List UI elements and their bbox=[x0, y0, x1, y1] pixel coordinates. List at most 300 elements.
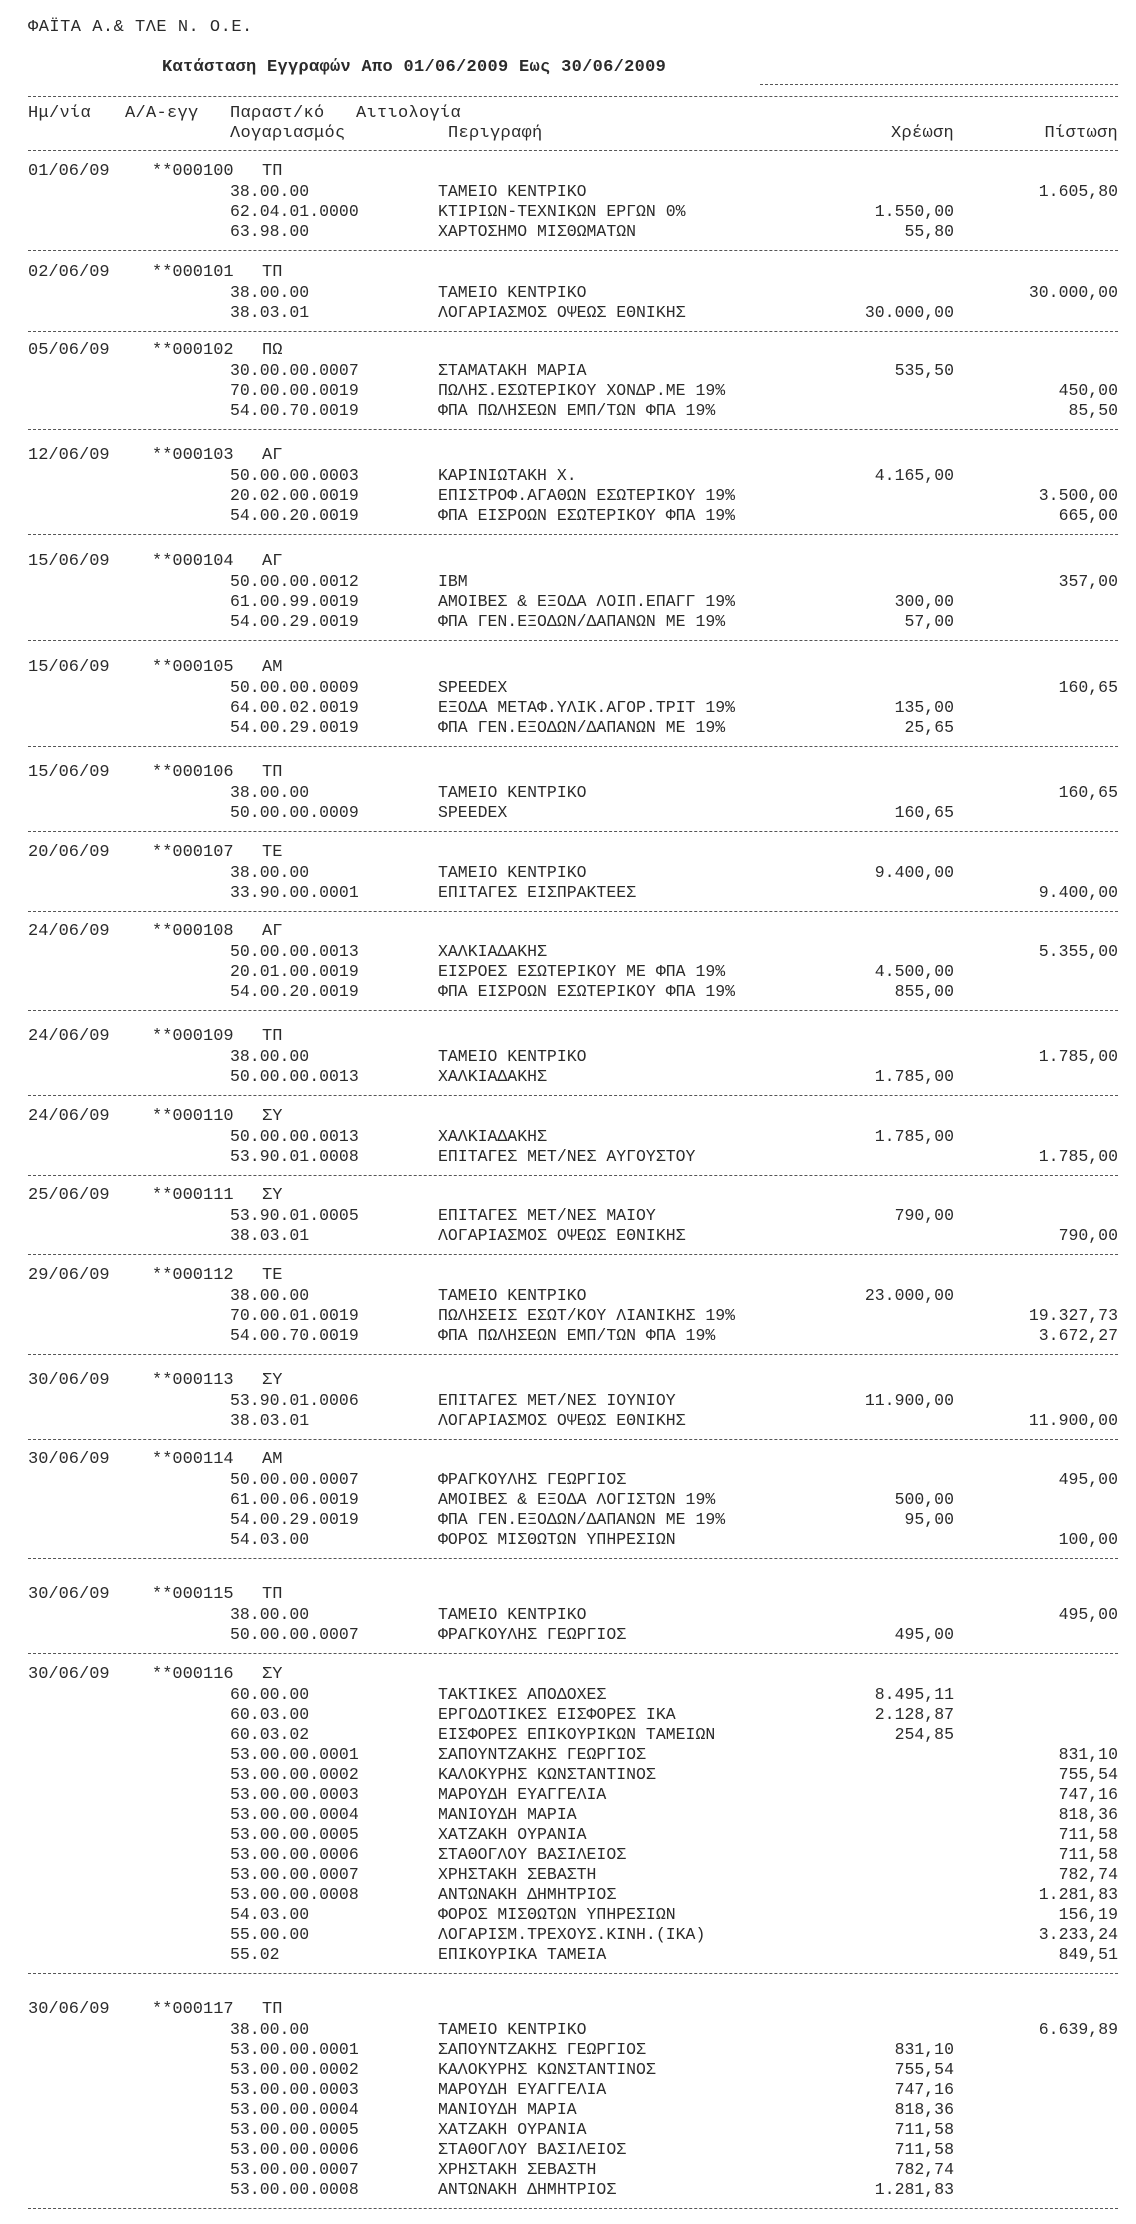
account-code: 38.03.01 bbox=[230, 303, 310, 322]
entry-date: 05/06/09 bbox=[28, 341, 110, 360]
entry-header bbox=[28, 162, 322, 181]
entry-divider bbox=[28, 1354, 1118, 1355]
entry-number: **000114 bbox=[152, 1450, 234, 1469]
debit-amount: 300,00 bbox=[894, 592, 954, 611]
entry-header bbox=[28, 341, 322, 360]
account-code: 38.00.00 bbox=[230, 783, 310, 802]
account-code: 60.03.00 bbox=[230, 1705, 310, 1724]
entry-line bbox=[0, 1705, 1136, 1725]
line-description: ΦΠΑ ΕΙΣΡΟΩΝ ΕΣΩΤΕΡΙΚΟΥ ΦΠΑ 19% bbox=[438, 506, 736, 525]
entry-type: ΣΥ bbox=[262, 1186, 283, 1205]
line-description: ΦΡΑΓΚΟΥΛΗΣ ΓΕΩΡΓΙΟΣ bbox=[438, 1470, 627, 1489]
debit-amount: 711,58 bbox=[894, 2120, 954, 2139]
line-description: ΧΑΛΚΙΑΔΑΚΗΣ bbox=[438, 1127, 547, 1146]
line-description: ΦΠΑ ΓΕΝ.ΕΞΟΔΩΝ/ΔΑΠΑΝΩΝ ΜΕ 19% bbox=[438, 612, 726, 631]
entry-type: ΣΥ bbox=[262, 1665, 283, 1684]
line-description: ΣΤΑΘΟΓΛΟΥ ΒΑΣΙΛΕΙΟΣ bbox=[438, 1845, 627, 1864]
line-description: ΠΩΛΗΣ.ΕΣΩΤΕΡΙΚΟΥ ΧΟΝΔΡ.ΜΕ 19% bbox=[438, 381, 726, 400]
credit-amount: 160,65 bbox=[1058, 783, 1118, 802]
debit-amount: 25,65 bbox=[904, 718, 954, 737]
credit-amount: 1.605,80 bbox=[1038, 182, 1118, 201]
entry-date: 02/06/09 bbox=[28, 263, 110, 282]
debit-amount: 8.495,11 bbox=[874, 1685, 954, 1704]
account-code: 70.00.00.0019 bbox=[230, 381, 359, 400]
line-description: ΦΠΑ ΕΙΣΡΟΩΝ ΕΣΩΤΕΡΙΚΟΥ ΦΠΑ 19% bbox=[438, 982, 736, 1001]
account-code: 53.00.00.0001 bbox=[230, 2040, 359, 2059]
entry-date: 24/06/09 bbox=[28, 1107, 110, 1126]
debit-amount: 57,00 bbox=[904, 612, 954, 631]
line-description: ΚΑΛΟΚΥΡΗΣ ΚΩΝΣΤΑΝΤΙΝΟΣ bbox=[438, 2060, 656, 2079]
entry-header bbox=[28, 1186, 322, 1205]
entry-line bbox=[0, 222, 1136, 242]
debit-amount: 782,74 bbox=[894, 2160, 954, 2179]
account-code: 53.00.00.0004 bbox=[230, 1805, 359, 1824]
entry-line bbox=[0, 1306, 1136, 1326]
account-code: 50.00.00.0003 bbox=[230, 466, 359, 485]
account-code: 38.00.00 bbox=[230, 1286, 310, 1305]
line-description: ΧΡΗΣΤΑΚΗ ΣΕΒΑΣΤΗ bbox=[438, 1865, 597, 1884]
entry-number: **000112 bbox=[152, 1266, 234, 1285]
col-date-header: Ημ/νία bbox=[28, 104, 92, 123]
line-description: ΕΠΙΤΑΓΕΣ ΜΕΤ/ΝΕΣ ΑΥΓΟΥΣΤΟΥ bbox=[438, 1147, 696, 1166]
account-code: 53.00.00.0008 bbox=[230, 1885, 359, 1904]
entry-header bbox=[28, 843, 322, 862]
entry-date: 20/06/09 bbox=[28, 843, 110, 862]
account-code: 60.00.00 bbox=[230, 1685, 310, 1704]
account-code: 53.90.01.0006 bbox=[230, 1391, 359, 1410]
credit-amount: 100,00 bbox=[1058, 1530, 1118, 1549]
account-code: 54.03.00 bbox=[230, 1905, 310, 1924]
line-description: ΛΟΓΑΡΙΑΣΜΟΣ ΟΨΕΩΣ ΕΘΝΙΚΗΣ bbox=[438, 1226, 686, 1245]
entry-divider bbox=[28, 1439, 1118, 1440]
line-description: ΠΩΛΗΣΕΙΣ ΕΣΩΤ/ΚΟΥ ΛΙΑΝΙΚΗΣ 19% bbox=[438, 1306, 736, 1325]
line-description: ΛΟΓΑΡΙΣΜ.ΤΡΕΧΟΥΣ.ΚΙΝΗ.(ΙΚΑ) bbox=[438, 1925, 706, 1944]
account-code: 54.00.70.0019 bbox=[230, 1326, 359, 1345]
line-description: ΤΑΜΕΙΟ ΚΕΝΤΡΙΚΟ bbox=[438, 783, 587, 802]
credit-amount: 790,00 bbox=[1058, 1226, 1118, 1245]
line-description: ΧΑΤΖΑΚΗ ΟΥΡΑΝΙΑ bbox=[438, 1825, 587, 1844]
account-code: 50.00.00.0009 bbox=[230, 678, 359, 697]
account-code: 54.00.20.0019 bbox=[230, 982, 359, 1001]
line-description: ΑΜΟΙΒΕΣ & ΕΞΟΔΑ ΛΟΙΠ.ΕΠΑΓΓ 19% bbox=[438, 592, 736, 611]
line-description: ΑΝΤΩΝΑΚΗ ΔΗΜΗΤΡΙΟΣ bbox=[438, 1885, 617, 1904]
entry-line bbox=[0, 182, 1136, 202]
entry-divider bbox=[28, 1254, 1118, 1255]
line-description: ΣΑΠΟΥΝΤΖΑΚΗΣ ΓΕΩΡΓΙΟΣ bbox=[438, 2040, 646, 2059]
entry-line bbox=[0, 942, 1136, 962]
line-description: ΤΑΜΕΙΟ ΚΕΝΤΡΙΚΟ bbox=[438, 1047, 587, 1066]
credit-amount: 357,00 bbox=[1058, 572, 1118, 591]
entry-number: **000100 bbox=[152, 162, 234, 181]
entry-date: 30/06/09 bbox=[28, 1450, 110, 1469]
debit-amount: 831,10 bbox=[894, 2040, 954, 2059]
entry-type: ΑΓ bbox=[262, 446, 283, 465]
line-description: ΦΠΑ ΓΕΝ.ΕΞΟΔΩΝ/ΔΑΠΑΝΩΝ ΜΕ 19% bbox=[438, 1510, 726, 1529]
account-code: 63.98.00 bbox=[230, 222, 310, 241]
entry-line bbox=[0, 1885, 1136, 1905]
entry-number: **000116 bbox=[152, 1665, 234, 1684]
entry-number: **000110 bbox=[152, 1107, 234, 1126]
line-description: ΦΠΑ ΠΩΛΗΣΕΩΝ ΕΜΠ/ΤΩΝ ΦΠΑ 19% bbox=[438, 1326, 716, 1345]
account-code: 70.00.01.0019 bbox=[230, 1306, 359, 1325]
entry-date: 30/06/09 bbox=[28, 1371, 110, 1390]
entry-type: ΑΓ bbox=[262, 922, 283, 941]
debit-amount: 135,00 bbox=[894, 698, 954, 717]
account-code: 64.00.02.0019 bbox=[230, 698, 359, 717]
line-description: ΤΑΜΕΙΟ ΚΕΝΤΡΙΚΟ bbox=[438, 1286, 587, 1305]
entry-type: ΤΠ bbox=[262, 763, 283, 782]
entry-divider bbox=[28, 911, 1118, 912]
entry-line bbox=[0, 982, 1136, 1002]
entry-line bbox=[0, 2060, 1136, 2080]
entry-line bbox=[0, 592, 1136, 612]
entry-type: ΑΜ bbox=[262, 1450, 283, 1469]
entry-type: ΠΩ bbox=[262, 341, 283, 360]
account-code: 53.90.01.0005 bbox=[230, 1206, 359, 1225]
line-description: ΤΑΜΕΙΟ ΚΕΝΤΡΙΚΟ bbox=[438, 182, 587, 201]
entry-type: ΑΓ bbox=[262, 552, 283, 571]
account-code: 53.00.00.0008 bbox=[230, 2180, 359, 2199]
credit-amount: 665,00 bbox=[1058, 506, 1118, 525]
entry-line bbox=[0, 698, 1136, 718]
account-code: 53.00.00.0007 bbox=[230, 2160, 359, 2179]
line-description: ΛΟΓΑΡΙΑΣΜΟΣ ΟΨΕΩΣ ΕΘΝΙΚΗΣ bbox=[438, 1411, 686, 1430]
line-description: SPEEDEX bbox=[438, 678, 508, 697]
line-description: ΧΑΛΚΙΑΔΑΚΗΣ bbox=[438, 1067, 547, 1086]
account-code: 53.00.00.0002 bbox=[230, 2060, 359, 2079]
entry-number: **000117 bbox=[152, 2000, 234, 2019]
line-description: ΑΝΤΩΝΑΚΗ ΔΗΜΗΤΡΙΟΣ bbox=[438, 2180, 617, 2199]
line-description: ΦΟΡΟΣ ΜΙΣΘΩΤΩΝ ΥΠΗΡΕΣΙΩΝ bbox=[438, 1905, 676, 1924]
entry-line bbox=[0, 1805, 1136, 1825]
entry-line bbox=[0, 303, 1136, 323]
line-description: ΜΑΝΙΟΥΔΗ ΜΑΡΙΑ bbox=[438, 1805, 577, 1824]
entry-header bbox=[28, 1266, 322, 1285]
entry-header bbox=[28, 446, 322, 465]
line-description: ΜΑΡΟΥΔΗ ΕΥΑΓΓΕΛΙΑ bbox=[438, 1785, 607, 1804]
line-description: ΜΑΡΟΥΔΗ ΕΥΑΓΓΕΛΙΑ bbox=[438, 2080, 607, 2099]
debit-amount: 4.500,00 bbox=[874, 962, 954, 981]
line-description: ΦΠΑ ΠΩΛΗΣΕΩΝ ΕΜΠ/ΤΩΝ ΦΠΑ 19% bbox=[438, 401, 716, 420]
account-code: 50.00.00.0013 bbox=[230, 1127, 359, 1146]
entry-line bbox=[0, 1905, 1136, 1925]
line-description: ΕΠΙΤΑΓΕΣ ΕΙΣΠΡΑΚΤΕΕΣ bbox=[438, 883, 637, 902]
entry-date: 30/06/09 bbox=[28, 1665, 110, 1684]
entry-type: ΤΠ bbox=[262, 162, 283, 181]
account-code: 38.03.01 bbox=[230, 1226, 310, 1245]
credit-amount: 3.233,24 bbox=[1038, 1925, 1118, 1944]
col-description-header: Περιγραφή bbox=[448, 124, 543, 143]
entry-number: **000106 bbox=[152, 763, 234, 782]
credit-amount: 6.639,89 bbox=[1038, 2020, 1118, 2039]
entry-date: 30/06/09 bbox=[28, 2000, 110, 2019]
entry-divider bbox=[28, 1558, 1118, 1559]
credit-amount: 849,51 bbox=[1058, 1945, 1118, 1964]
entry-divider bbox=[28, 640, 1118, 641]
account-code: 62.04.01.0000 bbox=[230, 202, 359, 221]
line-description: ΣΤΑΘΟΓΛΟΥ ΒΑΣΙΛΕΙΟΣ bbox=[438, 2140, 627, 2159]
entry-divider bbox=[28, 1653, 1118, 1654]
line-description: ΕΠΙΣΤΡΟΦ.ΑΓΑΘΩΝ ΕΣΩΤΕΡΙΚΟΥ 19% bbox=[438, 486, 736, 505]
entry-line bbox=[0, 1530, 1136, 1550]
entry-number: **000102 bbox=[152, 341, 234, 360]
entry-line bbox=[0, 1925, 1136, 1945]
credit-amount: 3.500,00 bbox=[1038, 486, 1118, 505]
debit-amount: 254,85 bbox=[894, 1725, 954, 1744]
credit-amount: 495,00 bbox=[1058, 1470, 1118, 1489]
line-description: ΑΜΟΙΒΕΣ & ΕΞΟΔΑ ΛΟΓΙΣΤΩΝ 19% bbox=[438, 1490, 716, 1509]
credit-amount: 831,10 bbox=[1058, 1745, 1118, 1764]
entry-line bbox=[0, 2020, 1136, 2040]
line-description: ΚΑΡΙΝΙΩΤΑΚΗ Χ. bbox=[438, 466, 577, 485]
credit-amount: 3.672,27 bbox=[1038, 1326, 1118, 1345]
line-description: ΕΠΙΚΟΥΡΙΚΑ ΤΑΜΕΙΑ bbox=[438, 1945, 607, 1964]
account-code: 53.00.00.0003 bbox=[230, 1785, 359, 1804]
credit-amount: 818,36 bbox=[1058, 1805, 1118, 1824]
line-description: ΕΙΣΡΟΕΣ ΕΣΩΤΕΡΙΚΟΥ ΜΕ ΦΠΑ 19% bbox=[438, 962, 726, 981]
entry-line bbox=[0, 1326, 1136, 1346]
entry-header bbox=[28, 763, 322, 782]
line-description: ΤΑΜΕΙΟ ΚΕΝΤΡΙΚΟ bbox=[438, 1605, 587, 1624]
debit-amount: 500,00 bbox=[894, 1490, 954, 1509]
entry-line bbox=[0, 1745, 1136, 1765]
account-code: 50.00.00.0007 bbox=[230, 1625, 359, 1644]
account-code: 53.90.01.0008 bbox=[230, 1147, 359, 1166]
account-code: 53.00.00.0005 bbox=[230, 2120, 359, 2139]
debit-amount: 1.550,00 bbox=[874, 202, 954, 221]
line-description: ΜΑΝΙΟΥΔΗ ΜΑΡΙΑ bbox=[438, 2100, 577, 2119]
entry-line bbox=[0, 1785, 1136, 1805]
entry-type: ΤΕ bbox=[262, 1266, 283, 1285]
entry-line bbox=[0, 1286, 1136, 1306]
account-code: 55.02 bbox=[230, 1945, 280, 1964]
debit-amount: 1.785,00 bbox=[874, 1127, 954, 1146]
credit-amount: 711,58 bbox=[1058, 1845, 1118, 1864]
credit-amount: 711,58 bbox=[1058, 1825, 1118, 1844]
entry-number: **000101 bbox=[152, 263, 234, 282]
entry-header bbox=[28, 658, 322, 677]
line-description: ΕΞΟΔΑ ΜΕΤΑΦ.ΥΛΙΚ.ΑΓΟΡ.ΤΡΙΤ 19% bbox=[438, 698, 736, 717]
entry-type: ΤΠ bbox=[262, 1585, 283, 1604]
col-entry-header: Α/Α-εγγ bbox=[125, 104, 199, 123]
debit-amount: 711,58 bbox=[894, 2140, 954, 2159]
account-code: 54.00.29.0019 bbox=[230, 718, 359, 737]
account-code: 38.00.00 bbox=[230, 182, 310, 201]
line-description: ΕΙΣΦΟΡΕΣ ΕΠΙΚΟΥΡΙΚΩΝ ΤΑΜΕΙΩΝ bbox=[438, 1725, 716, 1744]
credit-amount: 1.785,00 bbox=[1038, 1147, 1118, 1166]
entry-line bbox=[0, 883, 1136, 903]
line-description: ΕΠΙΤΑΓΕΣ ΜΕΤ/ΝΕΣ ΜΑΙΟΥ bbox=[438, 1206, 656, 1225]
entry-line bbox=[0, 1510, 1136, 1530]
entry-date: 15/06/09 bbox=[28, 552, 110, 571]
account-code: 61.00.99.0019 bbox=[230, 592, 359, 611]
report-title: Κατάσταση Εγγραφών Απο 01/06/2009 Εως 30/06/2009 bbox=[162, 58, 667, 77]
credit-amount: 450,00 bbox=[1058, 381, 1118, 400]
company-name: ΦΑΪΤΑ Α.& ΤΛΕ Ν. Ο.Ε. bbox=[28, 18, 253, 37]
account-code: 50.00.00.0009 bbox=[230, 803, 359, 822]
col-credit-header: Πίστωση bbox=[1044, 124, 1118, 143]
entry-header bbox=[28, 1665, 322, 1684]
line-description: ΛΟΓΑΡΙΑΣΜΟΣ ΟΨΕΩΣ ΕΘΝΙΚΗΣ bbox=[438, 303, 686, 322]
entry-line bbox=[0, 1127, 1136, 1147]
entry-type: ΤΠ bbox=[262, 263, 283, 282]
entry-line bbox=[0, 1765, 1136, 1785]
line-description: ΧΑΡΤΟΣΗΜΟ ΜΙΣΘΩΜΑΤΩΝ bbox=[438, 222, 637, 241]
credit-amount: 30.000,00 bbox=[1028, 283, 1118, 302]
account-code: 53.00.00.0005 bbox=[230, 1825, 359, 1844]
line-description: ΤΑΜΕΙΟ ΚΕΝΤΡΙΚΟ bbox=[438, 863, 587, 882]
entry-line bbox=[0, 1147, 1136, 1167]
entry-type: ΣΥ bbox=[262, 1371, 283, 1390]
col-debit-header: Χρέωση bbox=[890, 124, 954, 143]
title-divider bbox=[760, 84, 1118, 85]
debit-amount: 4.165,00 bbox=[874, 466, 954, 485]
credit-amount: 747,16 bbox=[1058, 1785, 1118, 1804]
entry-header bbox=[28, 2000, 322, 2019]
credit-amount: 495,00 bbox=[1058, 1605, 1118, 1624]
line-description: ΣΑΠΟΥΝΤΖΑΚΗΣ ΓΕΩΡΓΙΟΣ bbox=[438, 1745, 646, 1764]
entry-line bbox=[0, 381, 1136, 401]
entry-line bbox=[0, 1470, 1136, 1490]
account-code: 30.00.00.0007 bbox=[230, 361, 359, 380]
entry-line bbox=[0, 962, 1136, 982]
col-account-header: Λογαριασμός bbox=[230, 124, 346, 143]
entry-line bbox=[0, 1865, 1136, 1885]
entry-header bbox=[28, 1027, 322, 1046]
entry-header bbox=[28, 1585, 322, 1604]
debit-amount: 747,16 bbox=[894, 2080, 954, 2099]
account-code: 53.00.00.0006 bbox=[230, 2140, 359, 2159]
entry-number: **000111 bbox=[152, 1186, 234, 1205]
line-description: ΦΡΑΓΚΟΥΛΗΣ ΓΕΩΡΓΙΟΣ bbox=[438, 1625, 627, 1644]
account-code: 50.00.00.0013 bbox=[230, 942, 359, 961]
entry-number: **000113 bbox=[152, 1371, 234, 1390]
credit-amount: 19.327,73 bbox=[1028, 1306, 1118, 1325]
entry-line bbox=[0, 401, 1136, 421]
entry-line bbox=[0, 803, 1136, 823]
account-code: 53.00.00.0006 bbox=[230, 1845, 359, 1864]
account-code: 54.00.29.0019 bbox=[230, 1510, 359, 1529]
entry-divider bbox=[28, 1010, 1118, 1011]
debit-amount: 30.000,00 bbox=[864, 303, 954, 322]
line-description: ΦΟΡΟΣ ΜΙΣΘΩΤΩΝ ΥΠΗΡΕΣΙΩΝ bbox=[438, 1530, 676, 1549]
entry-line bbox=[0, 361, 1136, 381]
entry-line bbox=[0, 2160, 1136, 2180]
entry-line bbox=[0, 1226, 1136, 1246]
account-code: 38.00.00 bbox=[230, 1047, 310, 1066]
account-code: 33.90.00.0001 bbox=[230, 883, 359, 902]
entry-divider bbox=[28, 831, 1118, 832]
line-description: ΧΑΛΚΙΑΔΑΚΗΣ bbox=[438, 942, 547, 961]
entry-number: **000103 bbox=[152, 446, 234, 465]
header-top-divider bbox=[28, 96, 1118, 97]
entry-line bbox=[0, 1605, 1136, 1625]
line-description: SPEEDEX bbox=[438, 803, 508, 822]
account-code: 38.00.00 bbox=[230, 283, 310, 302]
account-code: 61.00.06.0019 bbox=[230, 1490, 359, 1509]
entry-line bbox=[0, 1411, 1136, 1431]
line-description: ΚΑΛΟΚΥΡΗΣ ΚΩΝΣΤΑΝΤΙΝΟΣ bbox=[438, 1765, 656, 1784]
debit-amount: 55,80 bbox=[904, 222, 954, 241]
entry-date: 01/06/09 bbox=[28, 162, 110, 181]
credit-amount: 85,50 bbox=[1068, 401, 1118, 420]
entry-date: 24/06/09 bbox=[28, 1027, 110, 1046]
account-code: 60.03.02 bbox=[230, 1725, 310, 1744]
account-code: 20.01.00.0019 bbox=[230, 962, 359, 981]
account-code: 53.00.00.0003 bbox=[230, 2080, 359, 2099]
line-description: ΧΡΗΣΤΑΚΗ ΣΕΒΑΣΤΗ bbox=[438, 2160, 597, 2179]
entry-number: **000108 bbox=[152, 922, 234, 941]
entry-line bbox=[0, 718, 1136, 738]
entry-line bbox=[0, 486, 1136, 506]
debit-amount: 2.128,87 bbox=[874, 1705, 954, 1724]
entry-line bbox=[0, 1685, 1136, 1705]
entry-header bbox=[28, 552, 322, 571]
debit-amount: 11.900,00 bbox=[864, 1391, 954, 1410]
account-code: 38.00.00 bbox=[230, 1605, 310, 1624]
account-code: 50.00.00.0007 bbox=[230, 1470, 359, 1489]
line-description: ΚΤΙΡΙΩΝ-ΤΕΧΝΙΚΩΝ ΕΡΓΩΝ 0% bbox=[438, 202, 686, 221]
entry-line bbox=[0, 1391, 1136, 1411]
entry-line bbox=[0, 1625, 1136, 1645]
account-code: 53.00.00.0002 bbox=[230, 1765, 359, 1784]
entry-line bbox=[0, 1845, 1136, 1865]
credit-amount: 755,54 bbox=[1058, 1765, 1118, 1784]
entry-date: 15/06/09 bbox=[28, 658, 110, 677]
account-code: 38.00.00 bbox=[230, 863, 310, 882]
line-description: ΤΑΜΕΙΟ ΚΕΝΤΡΙΚΟ bbox=[438, 2020, 587, 2039]
account-code: 54.03.00 bbox=[230, 1530, 310, 1549]
debit-amount: 95,00 bbox=[904, 1510, 954, 1529]
account-code: 53.00.00.0001 bbox=[230, 1745, 359, 1764]
account-code: 53.00.00.0007 bbox=[230, 1865, 359, 1884]
account-code: 53.00.00.0004 bbox=[230, 2100, 359, 2119]
entry-divider bbox=[28, 250, 1118, 251]
account-code: 54.00.20.0019 bbox=[230, 506, 359, 525]
entry-line bbox=[0, 1945, 1136, 1965]
entry-type: ΤΠ bbox=[262, 2000, 283, 2019]
entry-line bbox=[0, 1825, 1136, 1845]
account-code: 54.00.29.0019 bbox=[230, 612, 359, 631]
line-description: ΧΑΤΖΑΚΗ ΟΥΡΑΝΙΑ bbox=[438, 2120, 587, 2139]
debit-amount: 9.400,00 bbox=[874, 863, 954, 882]
entry-number: **000109 bbox=[152, 1027, 234, 1046]
entry-line bbox=[0, 466, 1136, 486]
entry-line bbox=[0, 612, 1136, 632]
entry-line bbox=[0, 2100, 1136, 2120]
entry-line bbox=[0, 202, 1136, 222]
entry-type: ΤΕ bbox=[262, 843, 283, 862]
entry-line bbox=[0, 1047, 1136, 1067]
debit-amount: 160,65 bbox=[894, 803, 954, 822]
account-code: 38.03.01 bbox=[230, 1411, 310, 1430]
debit-amount: 23.000,00 bbox=[864, 1286, 954, 1305]
col-reason-header: Αιτιολογία bbox=[356, 104, 462, 123]
credit-amount: 160,65 bbox=[1058, 678, 1118, 697]
line-description: IBM bbox=[438, 572, 468, 591]
credit-amount: 9.400,00 bbox=[1038, 883, 1118, 902]
entry-date: 25/06/09 bbox=[28, 1186, 110, 1205]
entry-header bbox=[28, 1107, 322, 1126]
account-code: 54.00.70.0019 bbox=[230, 401, 359, 420]
header-bottom-divider bbox=[28, 150, 1118, 151]
entry-line bbox=[0, 2120, 1136, 2140]
debit-amount: 818,36 bbox=[894, 2100, 954, 2119]
entry-divider bbox=[28, 331, 1118, 332]
entry-number: **000105 bbox=[152, 658, 234, 677]
entry-line bbox=[0, 572, 1136, 592]
line-description: ΤΑΜΕΙΟ ΚΕΝΤΡΙΚΟ bbox=[438, 283, 587, 302]
